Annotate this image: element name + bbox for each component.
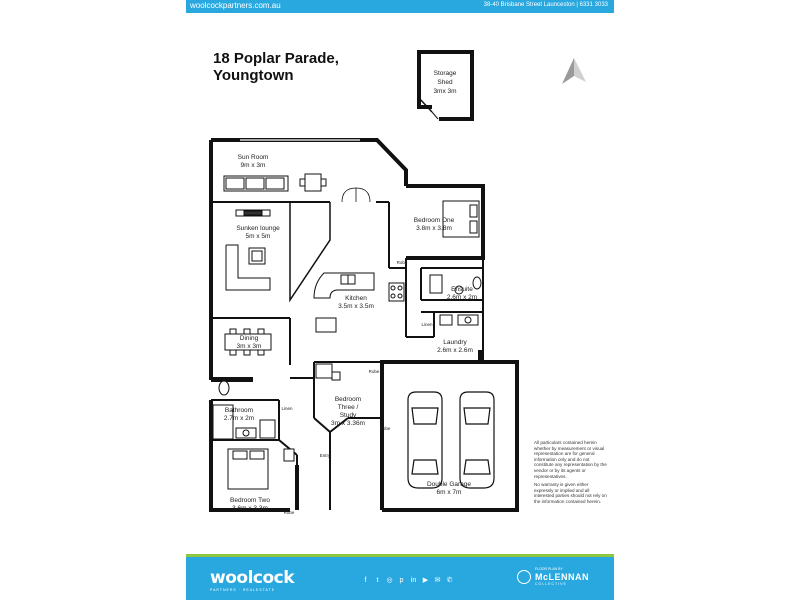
mclennan-mark-icon [517,570,531,584]
bedroom-two-size: 3.6m x 3.3m [232,505,268,512]
facebook-icon[interactable]: f [364,577,367,584]
laundry-size: 2.6m x 2.6m [437,347,473,354]
sunken-label: Sunken lounge [236,225,280,232]
sunroom-size: 9m x 3m [240,162,266,169]
email-icon[interactable]: ✉ [434,577,441,584]
bedroom-two-label: Bedroom Two [230,497,270,504]
bathroom-label: Bathroom [224,407,254,414]
laundry-label: Laundry [443,339,467,346]
social-links [362,577,453,584]
sunroom-furniture [224,174,326,191]
disclaimer-paragraph: All particulars contained herein whether by measurement or visual representation are for general information only and do not constitute any representation by the vendor or by its agents or representatives. [534,440,607,479]
storage-label-2: Shed [437,79,453,86]
sunroom-windows [237,139,370,202]
sunken-size: 5m x 5m [245,233,271,240]
storage-label: Storage [433,70,457,77]
woolcock-logo-sub: PARTNERS · REALESTATE [210,588,276,592]
phone-icon[interactable]: ✆ [446,577,453,584]
bedroom-one-label: Bedroom One [413,217,455,224]
youtube-icon[interactable]: ▶ [422,577,429,584]
contact-info: 38-40 Brisbane Street Launceston | 6331 3033 [483,2,608,8]
twitter-icon[interactable]: t [376,577,379,584]
floor-plan-by: FLOOR PLAN BY [535,567,563,571]
ensuite-label: Ensuite [451,286,473,293]
linen-label: Linen [421,322,433,327]
bedroom-two-bed [228,449,294,489]
bedroom-three-size: 3m x 3.36m [331,420,365,427]
garage-label: Double Garage [426,481,472,488]
footer-bar [186,557,614,600]
robe-label: Robe [283,510,295,515]
storage-size: 3mx 3m [433,88,457,95]
address-line-1: 18 Poplar Parade, [213,50,339,67]
bedroom-one-size: 3.8m x 3.8m [416,225,452,232]
bedroom-three-label-2: Three / [337,404,359,411]
study-desk [316,364,340,380]
garage-size: 6m x 7m [436,489,462,496]
ensuite-size: 2.6m x 2m [446,294,478,301]
woolcock-logo[interactable]: woolcock [210,568,295,588]
linkedin-icon[interactable]: in [410,577,417,584]
address-line-2: Youngtown [213,67,294,84]
sunroom-label: Sun Room [237,154,269,161]
mclennan-name: McLENNAN [535,572,590,582]
robe-label: Robe [368,369,380,374]
robe-label: Robe [379,426,391,431]
kitchen-label: Kitchen [345,295,367,302]
dining-size: 3m x 3m [236,343,262,350]
disclaimer [534,440,608,508]
bedroom-three-label-3: Study [339,412,357,419]
instagram-icon[interactable]: ◎ [386,577,393,584]
kitchen-size: 3.5m x 3.5m [338,303,374,310]
bedroom-three-label: Bedroom [334,396,362,403]
entry-label: Entry [319,453,331,458]
website-link[interactable]: woolcockpartners.com.au [190,1,281,10]
dining-label: Dining [239,335,259,342]
bathroom-size: 2.7m x 2m [223,415,255,422]
garage-cars [408,392,494,488]
mclennan-sub: COLLECTIVE [535,582,567,586]
dining-furniture [225,329,271,355]
disclaimer-paragraph: No warranty is given either expressly or implied and all interested parties should not rely on the information contained herein. [534,482,607,504]
lounge-furniture [226,210,270,290]
pinterest-icon[interactable]: p [399,577,404,584]
linen-label: Linen [281,406,293,411]
robe-label: Robe [396,260,408,265]
